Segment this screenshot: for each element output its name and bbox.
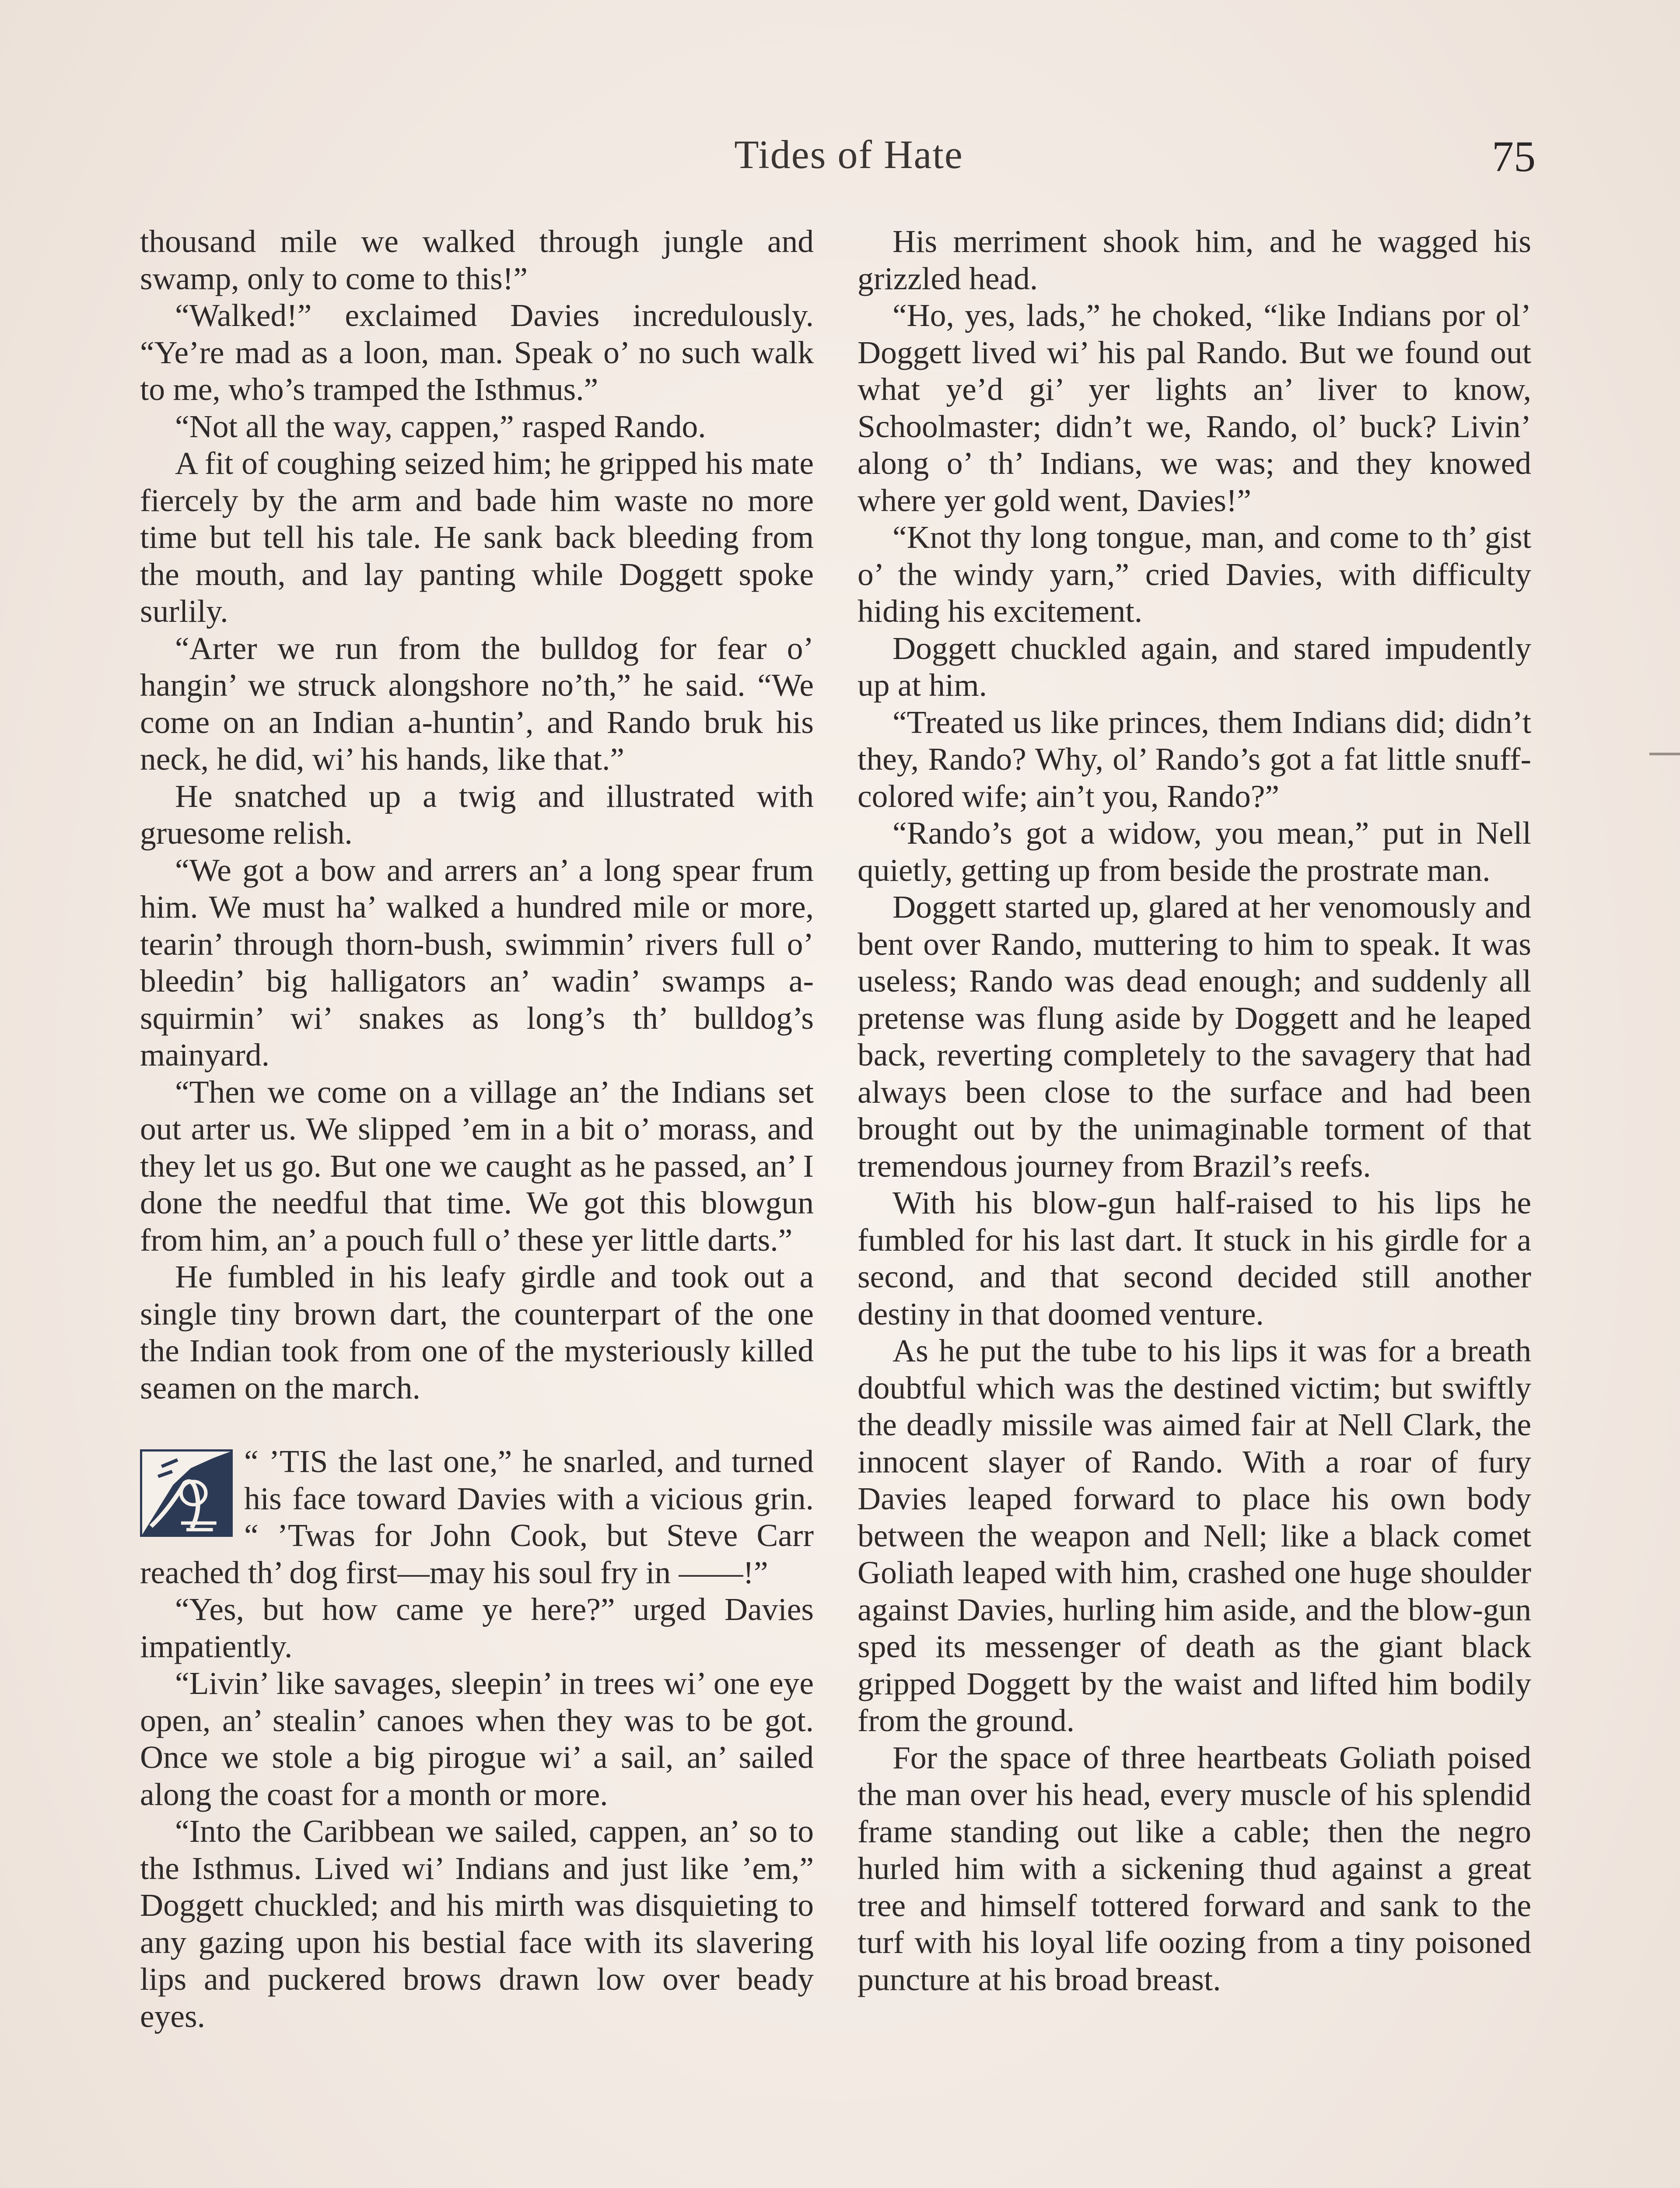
dropcap-paragraph-block: [140, 1443, 814, 1591]
running-title: Tides of Hate: [734, 132, 963, 177]
section-break: [140, 1406, 814, 1443]
paragraph: Doggett chuckled again, and stared impudently up at him.: [858, 630, 1531, 703]
paragraph: For the space of three heartbeats Goliath poised the man over his head, every muscle of his splendid frame standing out like a cable; then the negro hurled him with a sickening thud against a great tree and himself tottered forward and sank to the turf with his loyal life oozing from a tiny poisoned puncture at his broad breast.: [858, 1739, 1531, 1997]
paragraph: “Rando’s got a widow, you mean,” put in Nell quietly, getting up from beside the prostrate man.: [858, 815, 1531, 888]
paragraph: With his blow-gun half-raised to his lips he fumbled for his last dart. It stuck in his girdle for a second, and that second decided still another destiny in that doomed venture.: [858, 1185, 1531, 1332]
paragraph: His merriment shook him, and he wagged his grizzled head.: [858, 224, 1531, 296]
paragraph: “Livin’ like savages, sleepin’ in trees wi’ one eye open, an’ stealin’ canoes when they was to be got. Once we stole a big pirogue wi’ a sail, an’ sailed along the coast for a month or more.: [140, 1666, 814, 1812]
paragraph: “Arter we run from the bulldog for fear o’ hangin’ we struck alongshore no’th,” he said. “We come on an Indian a-huntin’, and Rando bruk his neck, he did, wi’ his hands, like that.”: [140, 630, 814, 777]
paragraph: “Knot thy long tongue, man, and come to th’ gist o’ the windy yarn,” cried Davies, with difficulty hiding his excitement.: [858, 519, 1531, 629]
right-column: [858, 223, 1531, 1998]
paragraph: thousand mile we walked through jungle and swamp, only to come to this!”: [140, 224, 814, 296]
paragraph: “Then we come on a village an’ the Indians set out arter us. We slipped ’em in a bit o’ morass, and they let us go. But one we caught as he passed, an’ I done the needful that time. We got this blowgun from him, an’ a pouch full o’ these yer little darts.”: [140, 1074, 814, 1258]
left-column: [140, 223, 814, 2035]
page-number: 75: [1492, 132, 1536, 181]
ornamental-initial-icon: [140, 1449, 233, 1537]
page-edge-mark: [1649, 753, 1680, 755]
paragraph: He fumbled in his leafy girdle and took out a single tiny brown dart, the counterpart of the one the Indian took from one of the mysteriously killed seamen on the march.: [140, 1259, 814, 1406]
paragraph: “Treated us like princes, them Indians did; didn’t they, Rando? Why, ol’ Rando’s got a fat little snuff-colored wife; ain’t you, Rando?”: [858, 704, 1531, 814]
paragraph: “Walked!” exclaimed Davies incredulously. “Ye’re mad as a loon, man. Speak o’ no such walk to me, who’s tramped the Isthmus.”: [140, 298, 814, 407]
paragraph: “Ho, yes, lads,” he choked, “like Indians por ol’ Doggett lived wi’ his pal Rando. But we found out what ye’d gi’ yer lights an’ liver to know, Schoolmaster; didn’t we, Rando, ol’ buck? Livin’ along o’ th’ Indians, we was; and they knowed where yer gold went, Davies!”: [858, 298, 1531, 518]
paragraph: He snatched up a twig and illustrated with gruesome relish.: [140, 778, 814, 851]
paragraph: “We got a bow and arrers an’ a long spear frum him. We must ha’ walked a hundred mile or more, tearin’ through thorn-bush, swimmin’ rivers full o’ bleedin’ big halligators an’ wadin’ swamps a-squirmin’ wi’ snakes as long’s th’ bulldog’s mainyard.: [140, 852, 814, 1073]
paragraph: “Yes, but how came ye here?” urged Davies impatiently.: [140, 1592, 814, 1664]
paragraph: A fit of coughing seized him; he gripped his mate fiercely by the arm and bade him waste no more time but tell his tale. He sank back bleeding from the mouth, and lay panting while Doggett spoke surlily.: [140, 445, 814, 629]
paragraph: “Not all the way, cappen,” rasped Rando.: [175, 408, 706, 444]
paragraph: “Into the Caribbean we sailed, cappen, an’ so to the Isthmus. Lived wi’ Indians and just like ’em,” Doggett chuckled; and his mirth was disquieting to any gazing upon his bestial face with its slavering lips and puckered brows drawn low over beady eyes.: [140, 1813, 814, 2034]
paragraph: Doggett started up, glared at her venomously and bent over Rando, muttering to him to speak. It was useless; Rando was dead enough; and suddenly all pretense was flung aside by Doggett and he leaped back, reverting completely to the savagery that had always been close to the surface and had been brought out by the unimaginable torment of that tremendous journey from Brazil’s reefs.: [858, 889, 1531, 1184]
dropcap-paragraph: “ ’TIS the last one,” he snarled, and turned his face toward Davies with a vicious grin. “ ’Twas for John Cook, but Steve Carr reached th’ dog first—may his soul fry in ——!”: [140, 1444, 814, 1590]
paragraph: As he put the tube to his lips it was for a breath doubtful which was the destined victim; but swiftly the deadly missile was aimed fair at Nell Clark, the innocent slayer of Rando. With a roar of fury Davies leaped forward to place his own body between the weapon and Nell; like a black comet Goliath leaped with him, crashed one huge shoulder against Davies, hurling him aside, and the blow-gun sped its messenger of death as the giant black gripped Doggett by the waist and lifted him bodily from the ground.: [858, 1333, 1531, 1738]
